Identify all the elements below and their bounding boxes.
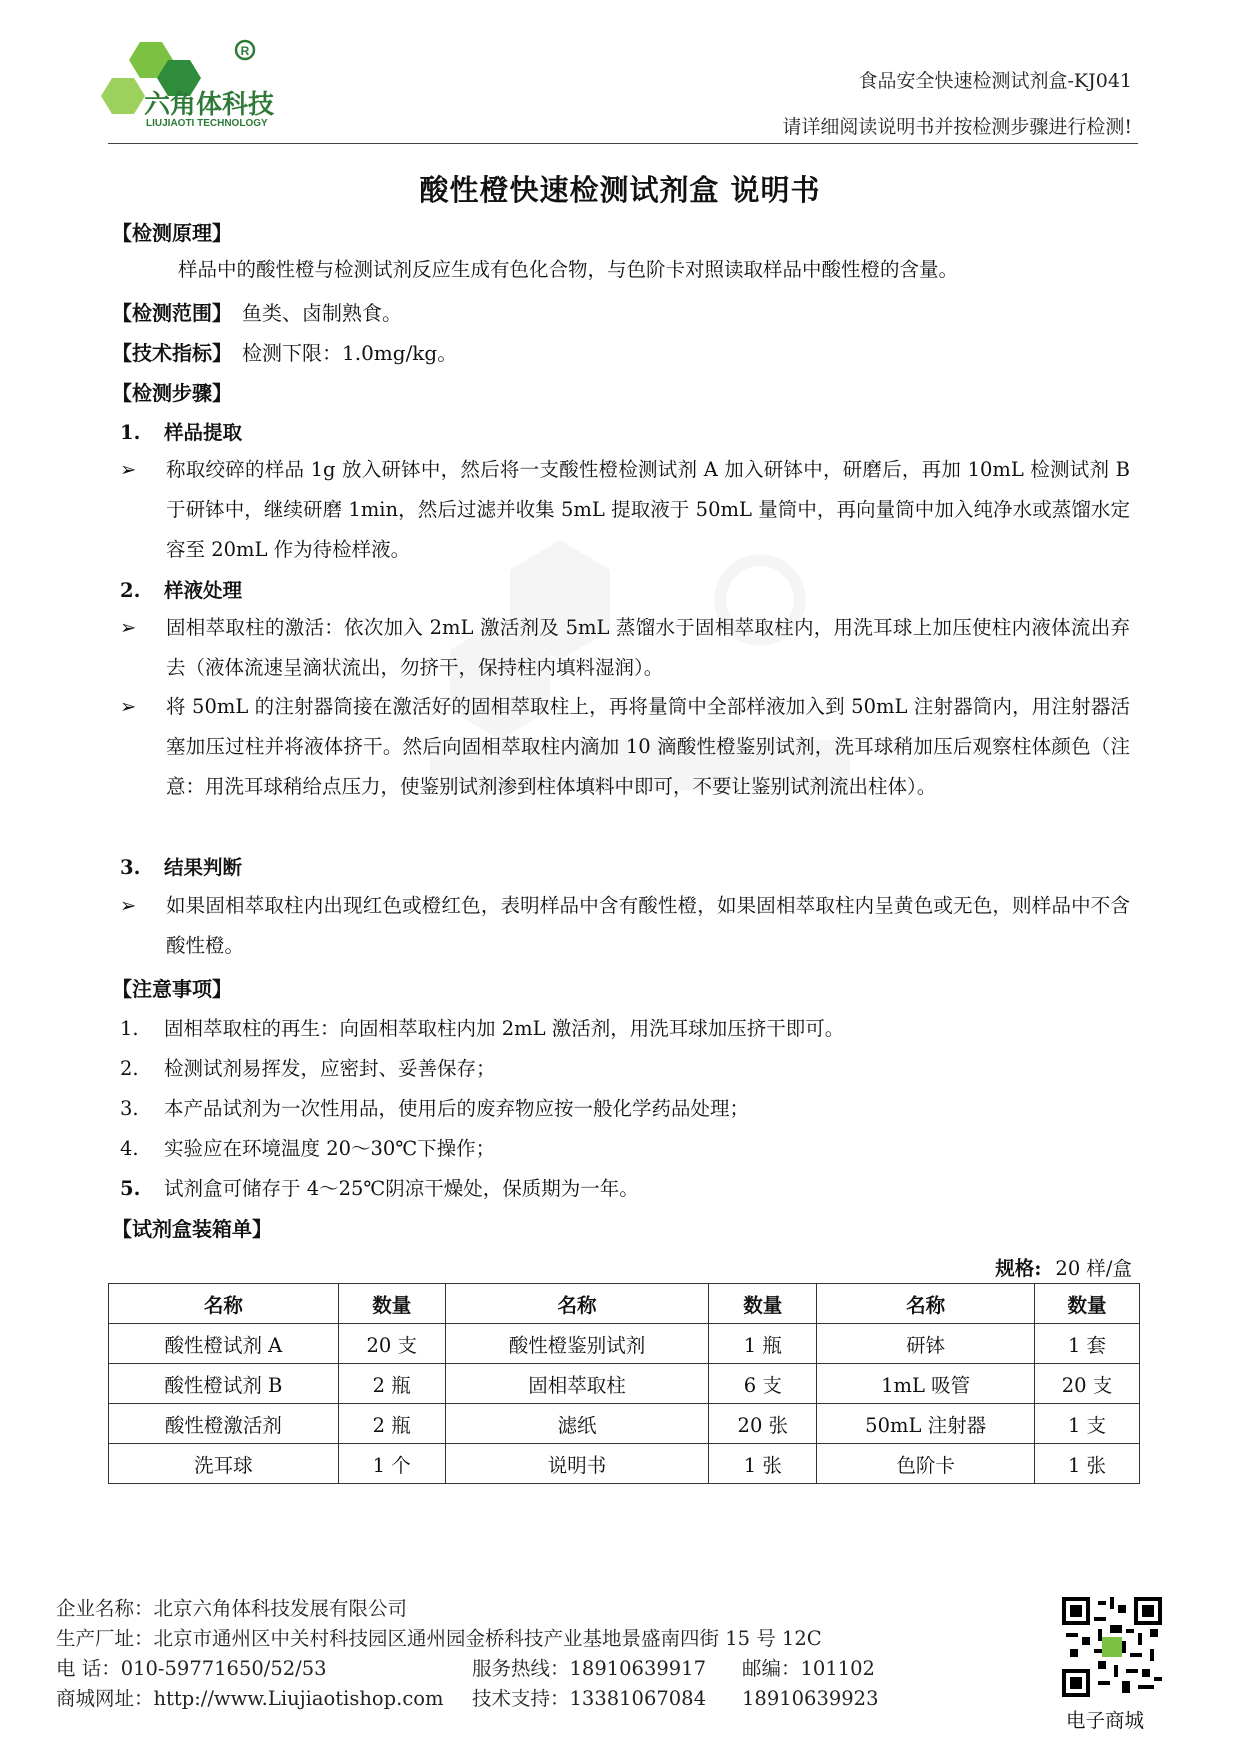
table-cell: 洗耳球 bbox=[109, 1444, 339, 1484]
table-cell: 酸性橙试剂 B bbox=[109, 1364, 339, 1404]
bullet-text: 固相萃取柱的激活：依次加入 2mL 激活剂及 5mL 蒸馏水于固相萃取柱内，用洗耳球上加压使柱内液体流出弃去（液体流速呈滴状流出，勿挤干，保持柱内填料湿润）。 bbox=[166, 616, 1130, 679]
column-header: 名称 bbox=[817, 1284, 1035, 1324]
note-item bbox=[120, 1093, 749, 1121]
arrow-bullet-icon: ➢ bbox=[120, 894, 137, 917]
footer-hotline: 服务热线：18910639917 bbox=[472, 1657, 706, 1680]
note-number: 4. bbox=[120, 1137, 139, 1160]
footer-support-2: 18910639923 bbox=[742, 1687, 879, 1710]
table-cell: 6 支 bbox=[709, 1364, 817, 1404]
step-1-title bbox=[120, 417, 242, 445]
step-3-bullet bbox=[120, 886, 1130, 966]
kit-spec-value: 20 样/盒 bbox=[1055, 1257, 1132, 1280]
footer-postcode: 邮编：101102 bbox=[742, 1657, 875, 1680]
column-header: 名称 bbox=[445, 1284, 709, 1324]
section-tech-spec bbox=[112, 337, 457, 366]
kit-spec-label: 规格: bbox=[995, 1257, 1042, 1280]
principle-text: 样品中的酸性橙与检测试剂反应生成有色化合物，与色阶卡对照读取样品中酸性橙的含量。 bbox=[178, 258, 959, 281]
arrow-bullet-icon: ➢ bbox=[120, 458, 137, 481]
footer-contact-row bbox=[56, 1653, 875, 1681]
table-cell: 1 张 bbox=[709, 1444, 817, 1484]
step-number: 3. bbox=[120, 856, 141, 879]
table-cell: 色阶卡 bbox=[817, 1444, 1035, 1484]
svg-text:R: R bbox=[240, 44, 250, 58]
table-cell: 研钵 bbox=[817, 1324, 1035, 1364]
table-row bbox=[109, 1444, 1140, 1484]
kit-contents-table bbox=[108, 1283, 1140, 1484]
section-heading-tech-spec: 【技术指标】 bbox=[112, 341, 232, 365]
header-divider bbox=[108, 143, 1138, 144]
note-item bbox=[120, 1053, 496, 1081]
section-heading-scope: 【检测范围】 bbox=[112, 301, 232, 325]
table-cell: 1 套 bbox=[1035, 1324, 1140, 1364]
step-title: 样液处理 bbox=[164, 579, 243, 602]
table-cell: 50mL 注射器 bbox=[817, 1404, 1035, 1444]
arrow-bullet-icon: ➢ bbox=[120, 616, 137, 639]
document-title: 酸性橙快速检测试剂盒 说明书 bbox=[419, 173, 821, 207]
table-cell: 20 张 bbox=[709, 1404, 817, 1444]
table-cell: 1 支 bbox=[1035, 1404, 1140, 1444]
table-cell: 酸性橙激活剂 bbox=[109, 1404, 339, 1444]
note-text: 固相萃取柱的再生：向固相萃取柱内加 2mL 激活剂，用洗耳球加压挤干即可。 bbox=[164, 1017, 845, 1040]
section-heading-principle: 【检测原理】 bbox=[112, 221, 232, 245]
tech-spec-text: 检测下限：1.0mg/kg。 bbox=[242, 341, 458, 365]
table-cell: 滤纸 bbox=[445, 1404, 709, 1444]
table-row bbox=[109, 1324, 1140, 1364]
step-1-bullet bbox=[120, 450, 1130, 570]
product-code: 食品安全快速检测试剂盒-KJ041 bbox=[858, 70, 1132, 92]
section-scope bbox=[112, 297, 402, 326]
table-cell: 1 张 bbox=[1035, 1444, 1140, 1484]
brand-name-cn: 六角体科技 bbox=[144, 90, 275, 120]
section-heading-kit: 【试剂盒装箱单】 bbox=[112, 1217, 272, 1241]
note-number: 3. bbox=[120, 1097, 139, 1120]
table-cell: 2 瓶 bbox=[338, 1404, 445, 1444]
footer-web-row bbox=[56, 1683, 878, 1711]
note-item bbox=[120, 1013, 844, 1041]
step-title: 结果判断 bbox=[164, 856, 243, 879]
table-cell: 酸性橙试剂 A bbox=[109, 1324, 339, 1364]
table-row bbox=[109, 1404, 1140, 1444]
step-title: 样品提取 bbox=[164, 421, 243, 444]
table-row bbox=[109, 1364, 1140, 1404]
footer-support: 技术支持：13381067084 bbox=[472, 1687, 706, 1710]
note-number: 5. bbox=[120, 1177, 141, 1200]
table-cell: 说明书 bbox=[445, 1444, 709, 1484]
qr-code-icon[interactable] bbox=[1062, 1597, 1162, 1697]
step-number: 1. bbox=[120, 421, 141, 444]
footer-company: 企业名称：北京六角体科技发展有限公司 bbox=[56, 1597, 408, 1620]
bullet-text: 称取绞碎的样品 1g 放入研钵中，然后将一支酸性橙检测试剂 A 加入研钵中，研磨后，再加 10mL 检测试剂 B 于研钵中，继续研磨 1min，然后过滤并收集 5mL 提取液于 50mL 量筒中，再向量筒中加入纯净水或蒸馏水定容至 20mL 作为待检样液。 bbox=[166, 458, 1130, 561]
step-2-bullet-2 bbox=[120, 687, 1130, 807]
bullet-text: 如果固相萃取柱内出现红色或橙红色，表明样品中含有酸性橙，如果固相萃取柱内呈黄色或无色，则样品中不含酸性橙。 bbox=[166, 894, 1130, 957]
column-header: 数量 bbox=[1035, 1284, 1140, 1324]
table-cell: 1 瓶 bbox=[709, 1324, 817, 1364]
note-number: 1. bbox=[120, 1017, 139, 1040]
table-cell: 20 支 bbox=[1035, 1364, 1140, 1404]
note-number: 2. bbox=[120, 1057, 139, 1080]
note-text: 实验应在环境温度 20～30℃下操作； bbox=[164, 1137, 496, 1160]
table-cell: 1 个 bbox=[338, 1444, 445, 1484]
table-cell: 固相萃取柱 bbox=[445, 1364, 709, 1404]
qr-code-label: 电子商城 bbox=[1066, 1709, 1145, 1732]
note-text: 检测试剂易挥发，应密封、妥善保存； bbox=[164, 1057, 496, 1080]
arrow-bullet-icon: ➢ bbox=[120, 695, 137, 718]
note-text: 本产品试剂为一次性用品，使用后的废弃物应按一般化学药品处理； bbox=[164, 1097, 750, 1120]
footer-factory-address: 生产厂址：北京市通州区中关村科技园区通州园金桥科技产业基地景盛南四街 15 号 12C bbox=[56, 1627, 822, 1650]
table-cell: 酸性橙鉴别试剂 bbox=[445, 1324, 709, 1364]
footer-website[interactable]: 商城网址：http://www.Liujiaotishop.com bbox=[56, 1687, 444, 1710]
section-heading-notes: 【注意事项】 bbox=[112, 977, 232, 1001]
step-number: 2. bbox=[120, 579, 141, 602]
column-header: 数量 bbox=[338, 1284, 445, 1324]
table-cell: 20 支 bbox=[338, 1324, 445, 1364]
note-item bbox=[120, 1133, 495, 1161]
step-3-title bbox=[120, 852, 242, 880]
column-header: 名称 bbox=[109, 1284, 339, 1324]
bullet-text: 将 50mL 的注射器筒接在激活好的固相萃取柱上，再将量筒中全部样液加入到 50mL 注射器筒内，用注射器活塞加压过柱并将液体挤干。然后向固相萃取柱内滴加 10 滴酸性橙鉴别试剂，洗耳球稍加压后观察柱体颜色（注意：用洗耳球稍给点压力，使鉴别试剂渗到柱体填料中即可，不要让鉴别试剂流出柱体）。 bbox=[166, 695, 1130, 798]
table-header-row bbox=[109, 1284, 1140, 1324]
reading-reminder: 请详细阅读说明书并按检测步骤进行检测! bbox=[782, 116, 1132, 138]
step-2-bullet-1 bbox=[120, 608, 1130, 688]
step-2-title bbox=[120, 575, 242, 603]
column-header: 数量 bbox=[709, 1284, 817, 1324]
footer-phone: 电 话：010-59771650/52/53 bbox=[56, 1657, 327, 1680]
kit-spec bbox=[995, 1253, 1132, 1281]
section-heading-steps: 【检测步骤】 bbox=[112, 381, 232, 405]
company-logo bbox=[100, 38, 330, 142]
brand-name-en: LIUJIAOTI TECHNOLOGY bbox=[146, 118, 268, 129]
note-item bbox=[120, 1173, 639, 1201]
table-cell: 2 瓶 bbox=[338, 1364, 445, 1404]
note-text: 试剂盒可储存于 4～25℃阴凉干燥处，保质期为一年。 bbox=[164, 1177, 639, 1200]
scope-text: 鱼类、卤制熟食。 bbox=[242, 301, 402, 325]
table-cell: 1mL 吸管 bbox=[817, 1364, 1035, 1404]
